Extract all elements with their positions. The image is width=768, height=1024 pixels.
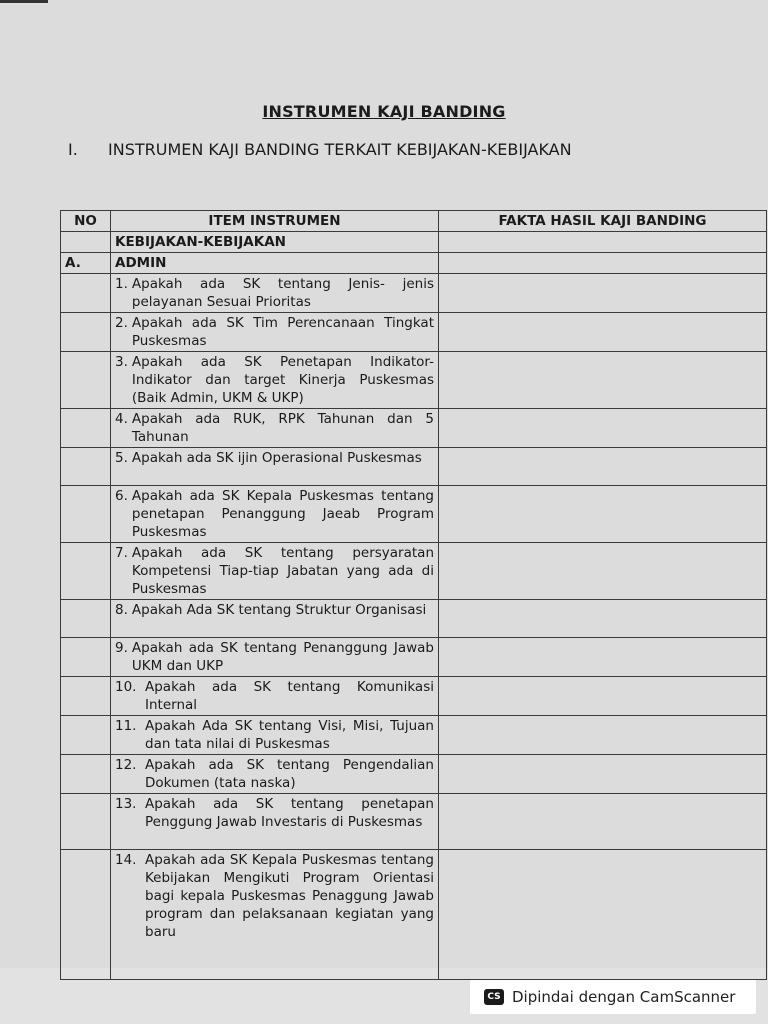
cell-fakta (439, 600, 767, 638)
cell-fakta (439, 638, 767, 677)
item-text: 11. Apakah Ada SK tentang Visi, Misi, Tujuan dan tata nilai di Puskesmas (115, 718, 434, 752)
item-text: 8. Apakah Ada SK tentang Struktur Organisasi (115, 602, 427, 618)
cell-no (61, 716, 111, 755)
cell-no (61, 677, 111, 716)
table-row (61, 755, 767, 794)
page-edge (0, 0, 48, 3)
table-header-row (61, 211, 767, 232)
cell-fakta (439, 677, 767, 716)
cell-no (61, 274, 111, 313)
table-row (61, 716, 767, 755)
table-row (61, 638, 767, 677)
cell-no (61, 409, 111, 448)
item-text: 1. Apakah ada SK tentang Jenis- jenis pelayanan Sesuai Prioritas (115, 276, 434, 310)
table-row (61, 352, 767, 409)
cell-no (61, 313, 111, 352)
header-item: ITEM INSTRUMEN (111, 211, 439, 232)
table-row (61, 313, 767, 352)
cell-no (61, 543, 111, 600)
section-number: I. (68, 140, 78, 159)
cell-no (61, 755, 111, 794)
cell-fakta (439, 409, 767, 448)
cell-fakta (439, 850, 767, 980)
item-text: 10. Apakah ada SK tentang Komunikasi Internal (115, 679, 434, 713)
table-row (61, 600, 767, 638)
table-row (61, 448, 767, 486)
cell-no (61, 352, 111, 409)
cell-fakta (439, 486, 767, 543)
header-no: NO (61, 211, 111, 232)
watermark-text: Dipindai dengan CamScanner (512, 988, 736, 1006)
item-text: 5. Apakah ada SK ijin Operasional Puskesmas (115, 450, 422, 466)
cell-fakta (439, 274, 767, 313)
group-label: ADMIN (111, 253, 439, 274)
item-text: 12. Apakah ada SK tentang Pengendalian Dokumen (tata naska) (115, 757, 434, 791)
cell-no (61, 850, 111, 980)
category-label: KEBIJAKAN-KEBIJAKAN (111, 232, 439, 253)
table-row (61, 850, 767, 980)
item-text: 7. Apakah ada SK tentang persyaratan Kompetensi Tiap-tiap Jabatan yang ada di Puskesmas (115, 545, 434, 597)
table-row (61, 794, 767, 850)
group-row (61, 253, 767, 274)
section-title: INSTRUMEN KAJI BANDING TERKAIT KEBIJAKAN-KEBIJAKAN (108, 140, 572, 159)
cell-fakta (439, 755, 767, 794)
cell-fakta (439, 543, 767, 600)
cell-no (61, 638, 111, 677)
cell-no (61, 232, 111, 253)
camscanner-watermark (470, 980, 756, 1014)
item-text: 3. Apakah ada SK Penetapan Indikator-Indikator dan target Kinerja Puskesmas (Baik Admin, UKM & UKP) (115, 354, 434, 406)
cell-no (61, 486, 111, 543)
item-text: 2. Apakah ada SK Tim Perencanaan Tingkat Puskesmas (115, 315, 434, 349)
cell-no (61, 600, 111, 638)
table-row (61, 543, 767, 600)
instrument-table (60, 210, 767, 980)
cell-fakta (439, 716, 767, 755)
cell-fakta (439, 448, 767, 486)
cell-fakta (439, 794, 767, 850)
header-fakta: FAKTA HASIL KAJI BANDING (439, 211, 767, 232)
camscanner-logo-icon: CS (484, 989, 504, 1005)
cell-no (61, 794, 111, 850)
item-text: 9. Apakah ada SK tentang Penanggung Jawab UKM dan UKP (115, 640, 434, 674)
cell-no (61, 448, 111, 486)
item-text: 14. Apakah ada SK Kepala Puskesmas tentang Kebijakan Mengikuti Program Orientasi bagi kepala Puskesmas Penaggung Jawab program dan pelaksanaan kegiatan yang baru (115, 852, 434, 940)
category-row (61, 232, 767, 253)
section-heading (68, 140, 572, 159)
table-row (61, 677, 767, 716)
table-row (61, 274, 767, 313)
table-row (61, 409, 767, 448)
item-text: 13. Apakah ada SK tentang penetapan Penggung Jawab Investaris di Puskesmas (115, 796, 434, 830)
group-number: A. (61, 253, 111, 274)
cell-fakta (439, 253, 767, 274)
item-text: 6. Apakah ada SK Kepala Puskesmas tentang penetapan Penanggung Jaeab Program Puskesmas (115, 488, 434, 540)
document-title: INSTRUMEN KAJI BANDING (262, 102, 506, 121)
cell-fakta (439, 352, 767, 409)
table-row (61, 486, 767, 543)
cell-fakta (439, 313, 767, 352)
cell-fakta (439, 232, 767, 253)
item-text: 4. Apakah ada RUK, RPK Tahunan dan 5 Tahunan (115, 411, 434, 445)
